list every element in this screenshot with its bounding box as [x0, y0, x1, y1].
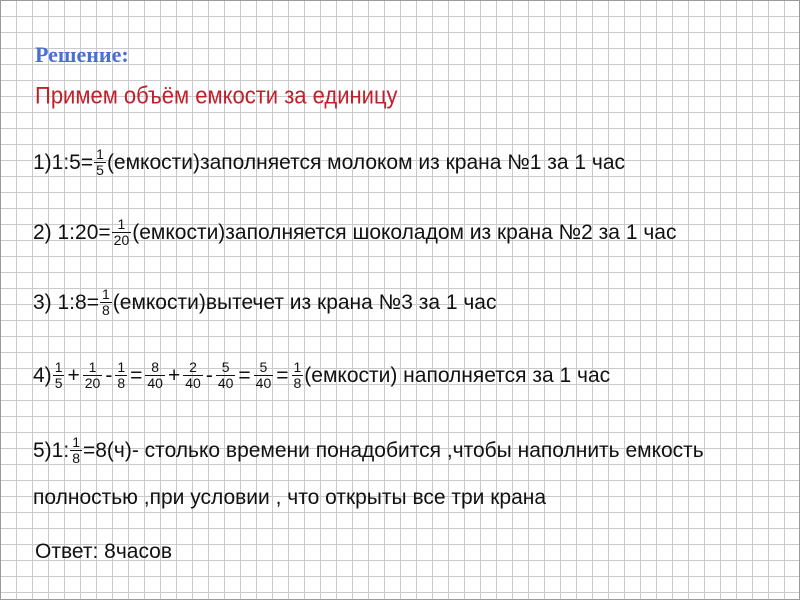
step-2 — [33, 217, 676, 248]
fraction-denominator: 20 — [84, 375, 101, 391]
fraction — [292, 360, 304, 391]
solution-heading: Решение: — [35, 42, 129, 67]
fraction-denominator: 5 — [96, 162, 104, 178]
fraction-numerator: 5 — [259, 359, 268, 375]
step-4-text: (емкости) наполняется за 1 час — [304, 363, 611, 387]
step-3 — [33, 287, 496, 318]
fraction — [100, 287, 112, 318]
step-1 — [33, 147, 625, 178]
operator: = — [130, 363, 143, 387]
step-3-prefix: 3) 1:8= — [33, 290, 99, 314]
operator: + — [67, 363, 80, 387]
fraction-numerator: 8 — [151, 359, 160, 375]
answer-text: Ответ: 8часов — [35, 540, 173, 563]
step-1-prefix: 1)1:5= — [33, 150, 94, 174]
fraction-numerator: 1 — [96, 146, 104, 162]
fraction — [53, 360, 65, 391]
step-5-line-2: полностью ,при условии , что открыты все три крана — [33, 486, 547, 509]
fraction-denominator: 40 — [255, 375, 272, 391]
fraction-denominator: 40 — [147, 375, 163, 391]
fraction-denominator: 8 — [72, 450, 80, 466]
fraction-numerator: 5 — [221, 359, 230, 375]
fraction — [83, 360, 103, 391]
fraction-numerator: 1 — [101, 286, 110, 302]
fraction-denominator: 8 — [101, 302, 110, 318]
step-2-prefix: 2) 1:20= — [33, 220, 111, 244]
intro-text: Примем объём емкости за единицу — [35, 81, 398, 109]
fraction-numerator: 1 — [117, 359, 126, 375]
fraction-denominator: 40 — [185, 375, 201, 391]
operator: - — [105, 363, 113, 387]
fraction — [145, 360, 165, 391]
fraction-numerator: 2 — [189, 359, 197, 375]
step-1-text: (емкости)заполняется молоком из крана №1 за 1 час — [106, 150, 626, 174]
step-3-text: (емкости)вытечет из крана №3 за 1 час — [112, 290, 497, 314]
fraction-numerator: 1 — [72, 434, 80, 450]
step-2-text: (емкости)заполняется шоколадом из крана №2 за 1 час — [132, 220, 677, 244]
fraction — [112, 217, 132, 248]
operator: = — [276, 363, 289, 387]
fraction-denominator: 20 — [113, 232, 130, 248]
fraction-denominator: 8 — [117, 375, 126, 391]
fraction — [94, 147, 106, 178]
fraction-denominator: 8 — [293, 375, 302, 391]
step-5 — [33, 435, 704, 466]
step-5-prefix: 5)1: — [33, 438, 70, 462]
operator: + — [167, 363, 181, 387]
fraction-denominator: 40 — [217, 375, 234, 391]
operator: - — [205, 363, 213, 387]
fraction-denominator: 5 — [54, 375, 63, 391]
fraction — [70, 435, 82, 466]
step-5-text: =8(ч)- столько времени понадобится ,чтобы наполнить емкость — [82, 438, 704, 462]
fraction — [216, 360, 236, 391]
fraction-numerator: 1 — [54, 359, 63, 375]
fraction-numerator: 1 — [117, 216, 126, 232]
fraction-numerator: 1 — [88, 359, 97, 375]
step-4-prefix: 4) — [33, 363, 52, 387]
step-4 — [33, 360, 610, 391]
fraction-numerator: 1 — [293, 359, 302, 375]
fraction — [115, 360, 127, 391]
operator: = — [238, 363, 251, 387]
fraction — [183, 360, 203, 391]
fraction — [254, 360, 274, 391]
